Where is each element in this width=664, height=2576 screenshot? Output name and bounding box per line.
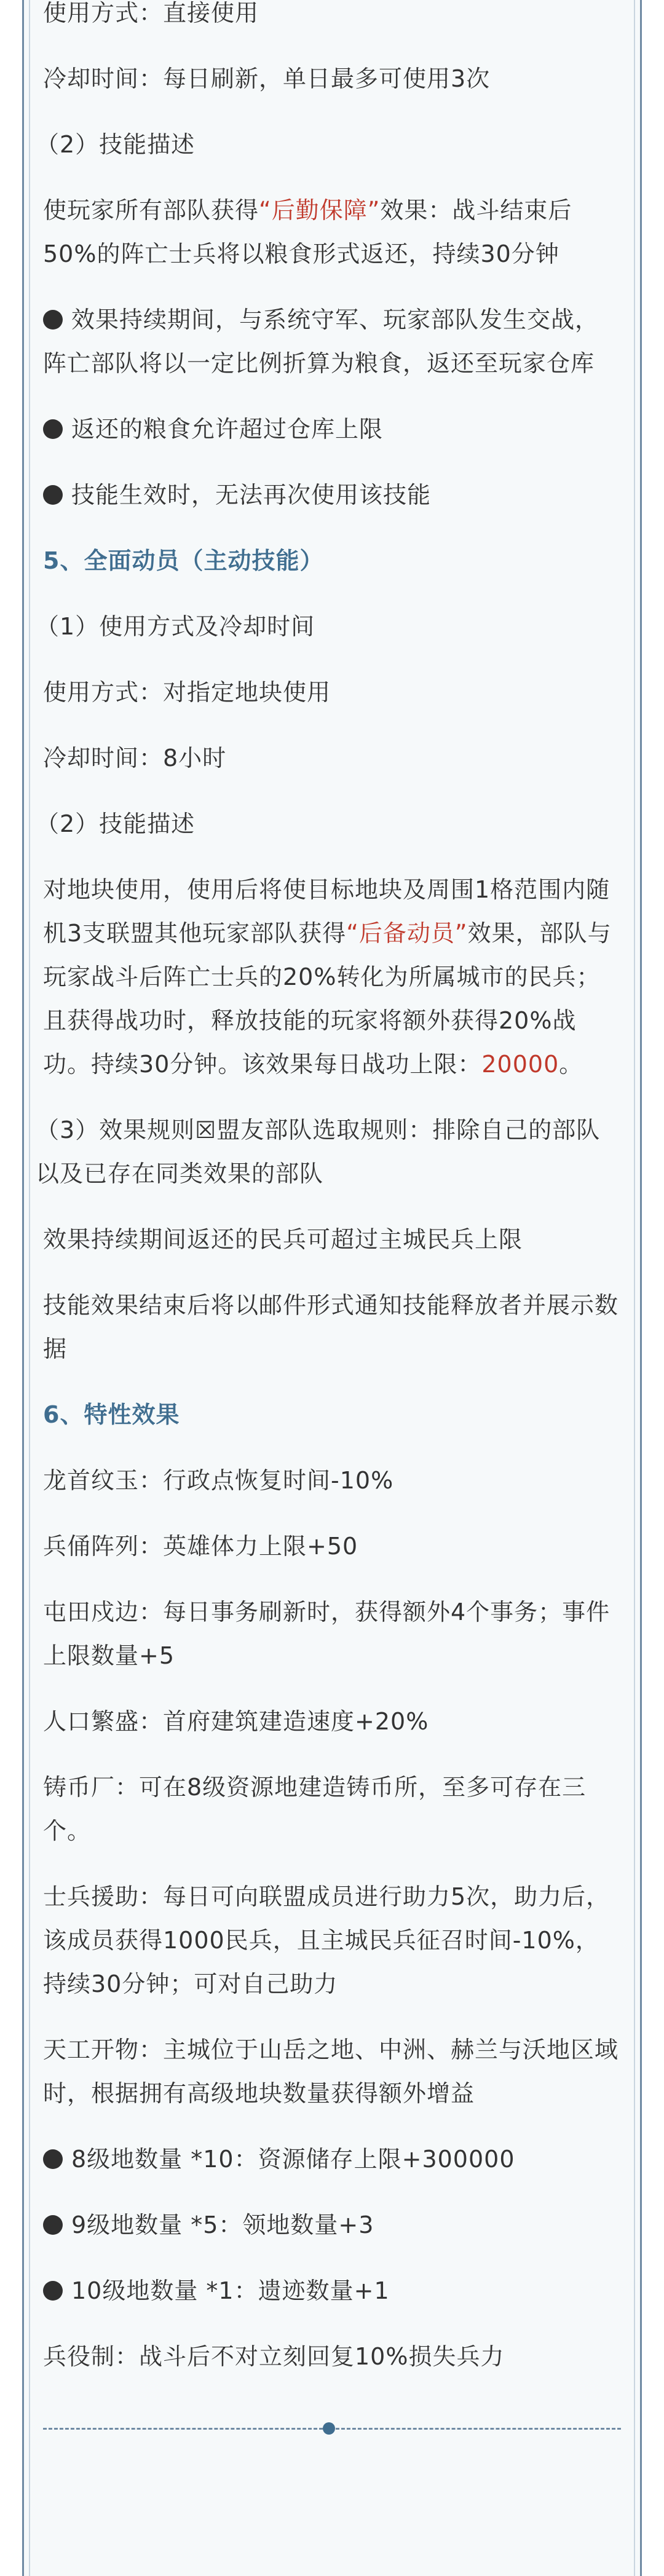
trait-item: 兵俑阵列：英雄体力上限+50 [43, 1533, 358, 1560]
militia-cap-text: 效果持续期间返还的民兵可超过主城民兵上限 [43, 1226, 523, 1253]
logistics-desc: 使玩家所有部队获得“后勤保障”效果：战斗结束后50%的阵亡士兵将以粮食形式返还，持续30分钟 [43, 197, 572, 267]
trait-item: 铸币厂：可在8级资源地建造铸币所，至多可存在三个。 [43, 1774, 587, 1844]
highlight-mobilization: “后备动员” [346, 920, 468, 947]
subheading-skill-desc: （2）技能描述 [36, 131, 196, 158]
trait-item: 人口繁盛：首府建筑建造速度+20% [43, 1708, 429, 1735]
bullet-item: 技能生效时，无法再次使用该技能 [43, 473, 621, 517]
bullet-dot-icon [43, 2149, 63, 2169]
mail-notice-text: 技能效果结束后将以邮件形式通知技能释放者并展示数据 [43, 1292, 619, 1362]
bullet-dot-icon [43, 2281, 63, 2301]
bullet-dot-icon [43, 485, 63, 505]
subheading-skill-desc: （2）技能描述 [36, 810, 196, 837]
bullet-dot-icon [43, 310, 63, 330]
highlight-cap-value: 20000 [481, 1051, 559, 1078]
cooldown-text: 冷却时间：8小时 [43, 745, 227, 772]
trait-item: 天工开物：主城位于山岳之地、中洲、赫兰与沃地区域时，根据拥有高级地块数量获得额外增益 [43, 2036, 619, 2107]
cooldown-text: 冷却时间：每日刷新，单日最多可使用3次 [43, 65, 491, 92]
section-heading-6: 6、特性效果 [43, 1401, 180, 1428]
divider-dot-icon [323, 2422, 335, 2435]
bullet-dot-icon [43, 419, 63, 439]
article-content [36, 0, 621, 2401]
trait-item: 龙首纹玉：行政点恢复时间-10% [43, 1467, 394, 1494]
trait-item: 士兵援助：每日可向联盟成员进行助力5次，助力后，该成员获得1000民兵，且主城民兵征召时间-10%，持续30分钟；可对自己助力 [43, 1883, 611, 1997]
mobilization-desc: 对地块使用，使用后将使目标地块及周围1格范围内随机3支联盟其他玩家部队获得“后备动员”效果，部队与玩家战斗后阵亡士兵的20%转化为所属城市的民兵；且获得战功时，释放技能的玩家将额外获得20%战功。持续30分钟。该效果每日战功上限：20000。 [43, 876, 612, 1078]
bullet-dot-icon [43, 2215, 63, 2235]
bullet-item: 8级地数量 *10：资源储存上限+300000 [43, 2138, 621, 2181]
bullet-item: 返还的粮食允许超过仓库上限 [43, 408, 621, 451]
trait-item: 兵役制：战斗后不对立刻回复10%损失兵力 [43, 2343, 505, 2370]
usage-method-text: 使用方式：对指定地块使用 [43, 679, 331, 706]
bullet-item: 10级地数量 *1：遗迹数量+1 [43, 2269, 621, 2313]
section-heading-5: 5、全面动员（主动技能） [43, 547, 324, 574]
subheading-usage: （1）使用方式及冷却时间 [36, 613, 315, 640]
bullet-item: 9级地数量 *5：领地数量+3 [43, 2203, 621, 2247]
usage-method-text: 使用方式：直接使用 [43, 0, 259, 26]
bullet-item: 效果持续期间，与系统守军、玩家部队发生交战，阵亡部队将以一定比例折算为粮食，返还至玩家仓库 [43, 306, 599, 377]
trait-item: 屯田戍边：每日事务刷新时，获得额外4个事务；事件上限数量+5 [43, 1598, 611, 1669]
effect-rules-text: （3）效果规则☒盟友部队选取规则：排除自己的部队以及已存在同类效果的部队 [36, 1116, 601, 1187]
highlight-logistics: “后勤保障” [259, 197, 381, 224]
section-divider [43, 2422, 621, 2435]
